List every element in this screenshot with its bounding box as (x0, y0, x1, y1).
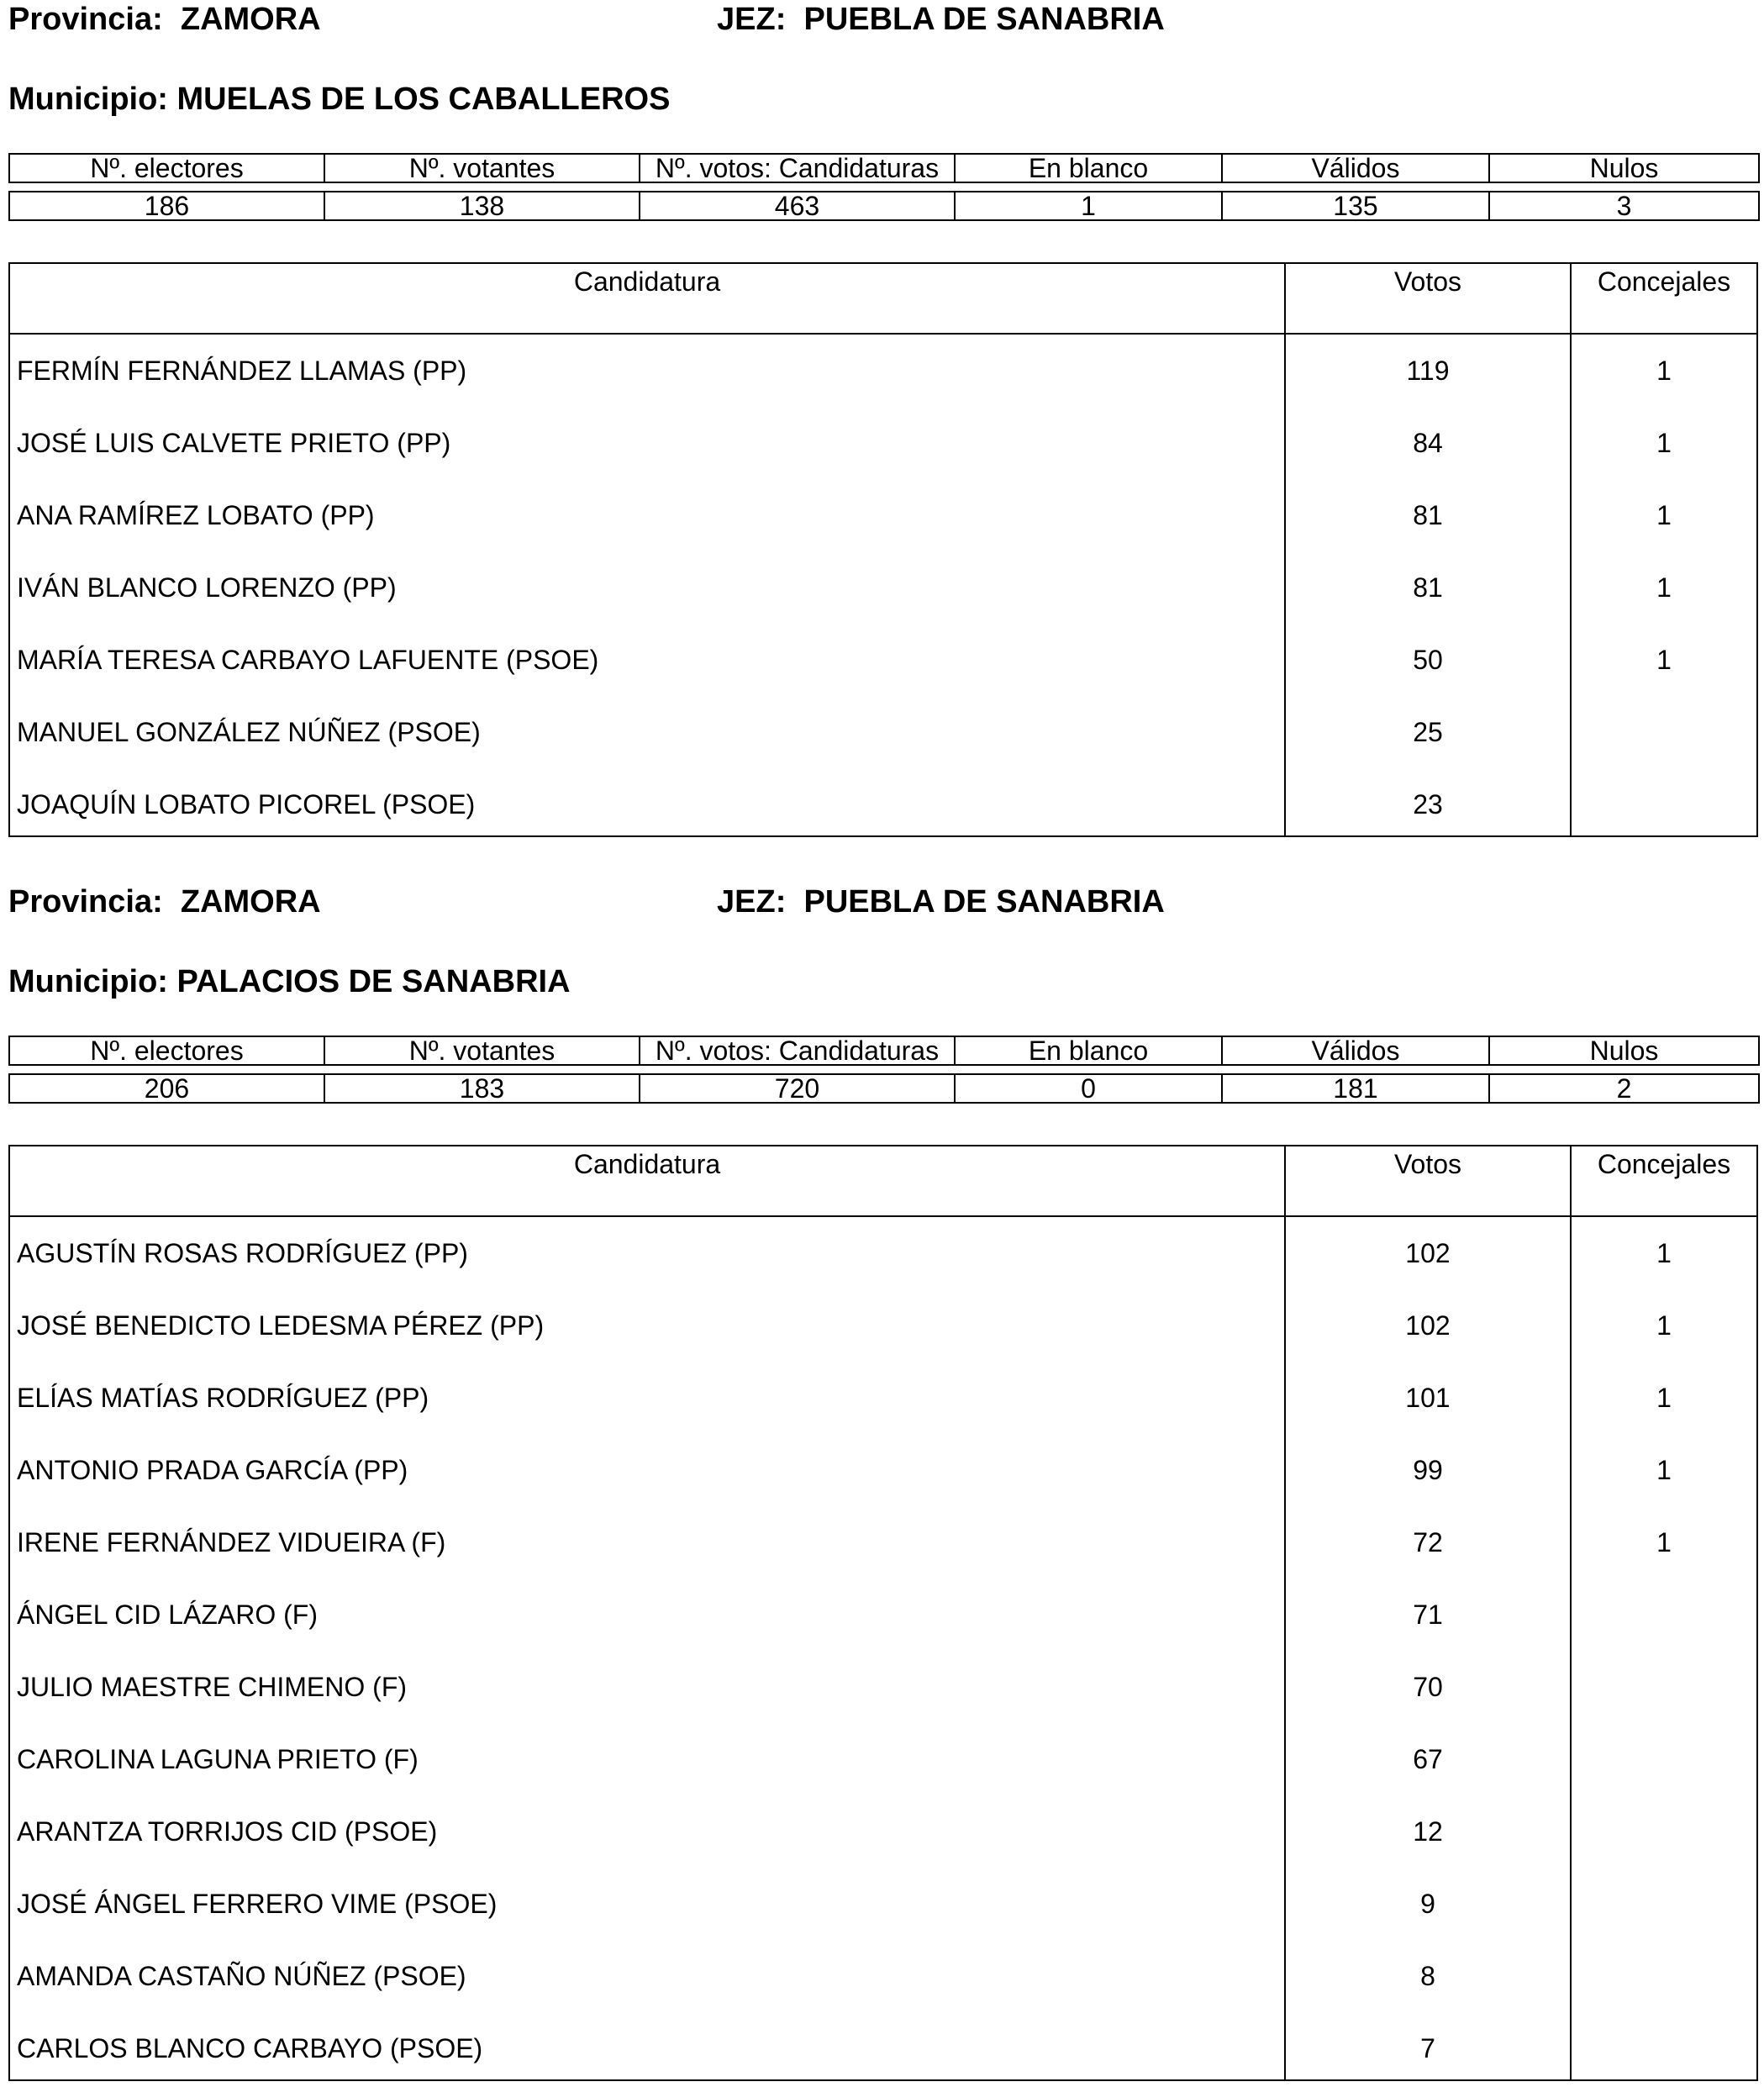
value-votos-candidaturas: 463 (640, 192, 955, 220)
header-nulos: Nulos (1489, 1036, 1759, 1065)
value-votantes: 183 (324, 1074, 640, 1103)
results-header (10, 1146, 1756, 1217)
value-nulos: 2 (1489, 1074, 1759, 1103)
result-row (10, 1651, 1756, 1723)
header-votantes: Nº. votantes (324, 154, 640, 182)
candidate-votes: 71 (1413, 1600, 1443, 1630)
provincia-header (8, 0, 321, 39)
jez-header (717, 0, 1165, 39)
results-table (8, 1145, 1758, 2081)
candidate-name: JOSÉ BENEDICTO LEDESMA PÉREZ (PP) (17, 1310, 545, 1341)
candidate-votes: 23 (1413, 789, 1443, 820)
result-row (10, 1723, 1756, 1795)
header-votos-candidaturas: Nº. votos: Candidaturas (640, 154, 955, 182)
header-votos-candidaturas: Nº. votos: Candidaturas (640, 1036, 955, 1065)
candidate-votes: 50 (1413, 645, 1443, 675)
candidate-name: JOAQUÍN LOBATO PICOREL (PSOE) (17, 789, 476, 820)
candidate-seats: 1 (1656, 356, 1672, 386)
candidate-votes: 101 (1405, 1383, 1451, 1413)
result-row (10, 1506, 1756, 1578)
value-nulos: 3 (1489, 192, 1759, 220)
municipio-label: Municipio: (8, 964, 168, 999)
candidate-name: ANTONIO PRADA GARCÍA (PP) (17, 1455, 408, 1485)
result-row (10, 407, 1756, 479)
header-votantes: Nº. votantes (324, 1036, 640, 1065)
result-row (10, 479, 1756, 551)
candidate-seats: 1 (1656, 1527, 1672, 1557)
jez-header (717, 883, 1165, 921)
municipio-value: MUELAS DE LOS CABALLEROS (176, 82, 671, 117)
candidate-seats: 1 (1656, 1383, 1672, 1413)
candidate-name: AGUSTÍN ROSAS RODRÍGUEZ (PP) (17, 1238, 468, 1268)
value-validos: 135 (1222, 192, 1489, 220)
result-row (10, 551, 1756, 624)
header-electores: Nº. electores (9, 1036, 324, 1065)
summary-table (8, 1036, 1760, 1104)
candidate-votes: 72 (1413, 1527, 1443, 1557)
header-votos: Votos (1393, 266, 1462, 297)
result-row (10, 1217, 1756, 1289)
municipio-header (8, 80, 670, 119)
candidate-votes: 12 (1413, 1816, 1443, 1847)
candidate-votes: 9 (1420, 1889, 1435, 1919)
candidate-votes: 70 (1413, 1672, 1443, 1702)
result-row (10, 335, 1756, 407)
header-en-blanco: En blanco (955, 1036, 1222, 1065)
provincia-label: Provincia: (8, 2, 163, 37)
results-header (10, 264, 1756, 335)
candidate-name: AMANDA CASTAÑO NÚÑEZ (PSOE) (17, 1961, 466, 1991)
result-row (10, 1362, 1756, 1434)
jez-value: PUEBLA DE SANABRIA (803, 884, 1165, 920)
value-validos: 181 (1222, 1074, 1489, 1103)
summary-table (8, 153, 1760, 221)
candidate-name: ARANTZA TORRIJOS CID (PSOE) (17, 1816, 438, 1847)
candidate-seats: 1 (1656, 1310, 1672, 1341)
result-row (10, 1434, 1756, 1506)
candidate-name: MANUEL GONZÁLEZ NÚÑEZ (PSOE) (17, 717, 481, 747)
jez-label: JEZ: (717, 2, 787, 37)
municipio-value: PALACIOS DE SANABRIA (176, 964, 571, 999)
candidate-name: JOSÉ ÁNGEL FERRERO VIME (PSOE) (17, 1889, 498, 1919)
candidate-seats: 1 (1656, 572, 1672, 603)
candidate-votes: 81 (1413, 572, 1443, 603)
summary-header-row (9, 1036, 1759, 1065)
provincia-label: Provincia: (8, 884, 163, 920)
header-validos: Válidos (1222, 154, 1489, 182)
header-nulos: Nulos (1489, 154, 1759, 182)
result-row (10, 1795, 1756, 1868)
candidate-name: JOSÉ LUIS CALVETE PRIETO (PP) (17, 428, 451, 458)
summary-header-row (9, 154, 1759, 182)
candidate-name: JULIO MAESTRE CHIMENO (F) (17, 1672, 408, 1702)
candidate-votes: 81 (1413, 500, 1443, 530)
value-votantes: 138 (324, 192, 640, 220)
candidate-name: CARLOS BLANCO CARBAYO (PSOE) (17, 2033, 483, 2063)
result-row (10, 1289, 1756, 1362)
provincia-value: ZAMORA (180, 2, 321, 37)
summary-value-row (9, 192, 1759, 220)
jez-value: PUEBLA DE SANABRIA (803, 2, 1165, 37)
result-row (10, 696, 1756, 768)
results-table (8, 262, 1758, 837)
municipio-header (8, 962, 571, 1001)
candidate-votes: 7 (1420, 2033, 1435, 2063)
candidate-name: ÁNGEL CID LÁZARO (F) (17, 1600, 318, 1630)
candidate-name: ELÍAS MATÍAS RODRÍGUEZ (PP) (17, 1383, 429, 1413)
provincia-header (8, 883, 321, 921)
candidate-name: IRENE FERNÁNDEZ VIDUEIRA (F) (17, 1527, 446, 1557)
candidate-seats: 1 (1656, 645, 1672, 675)
candidate-seats: 1 (1656, 1238, 1672, 1268)
result-row (10, 768, 1756, 841)
candidate-votes: 102 (1405, 1310, 1451, 1341)
summary-value-row (9, 1074, 1759, 1103)
value-electores: 206 (9, 1074, 324, 1103)
candidate-votes: 67 (1413, 1744, 1443, 1774)
result-row (10, 1578, 1756, 1651)
candidate-name: ANA RAMÍREZ LOBATO (PP) (17, 500, 375, 530)
header-en-blanco: En blanco (955, 154, 1222, 182)
municipio-section (0, 883, 1764, 2087)
header-candidatura: Candidatura (573, 1149, 721, 1179)
candidate-name: FERMÍN FERNÁNDEZ LLAMAS (PP) (17, 356, 467, 386)
provincia-value: ZAMORA (180, 884, 321, 920)
header-validos: Válidos (1222, 1036, 1489, 1065)
candidate-name: MARÍA TERESA CARBAYO LAFUENTE (PSOE) (17, 645, 599, 675)
candidate-seats: 1 (1656, 500, 1672, 530)
result-row (10, 1868, 1756, 1940)
municipio-section (0, 0, 1764, 883)
candidate-seats: 1 (1656, 428, 1672, 458)
value-en-blanco: 1 (955, 192, 1222, 220)
candidate-name: IVÁN BLANCO LORENZO (PP) (17, 572, 397, 603)
value-votos-candidaturas: 720 (640, 1074, 955, 1103)
header-candidatura: Candidatura (573, 266, 721, 297)
header-electores: Nº. electores (9, 154, 324, 182)
header-votos: Votos (1393, 1149, 1462, 1179)
candidate-votes: 119 (1406, 356, 1450, 386)
candidate-seats: 1 (1656, 1455, 1672, 1485)
candidate-votes: 25 (1413, 717, 1443, 747)
value-en-blanco: 0 (955, 1074, 1222, 1103)
candidate-votes: 99 (1413, 1455, 1443, 1485)
candidate-votes: 84 (1413, 428, 1443, 458)
header-concejales: Concejales (1597, 1149, 1731, 1179)
candidate-votes: 8 (1420, 1961, 1435, 1991)
candidate-votes: 102 (1405, 1238, 1451, 1268)
result-row (10, 624, 1756, 696)
header-concejales: Concejales (1597, 266, 1731, 297)
value-electores: 186 (9, 192, 324, 220)
candidate-name: CAROLINA LAGUNA PRIETO (F) (17, 1744, 419, 1774)
result-row (10, 2012, 1756, 2084)
municipio-label: Municipio: (8, 82, 168, 117)
jez-label: JEZ: (717, 884, 787, 920)
result-row (10, 1940, 1756, 2012)
